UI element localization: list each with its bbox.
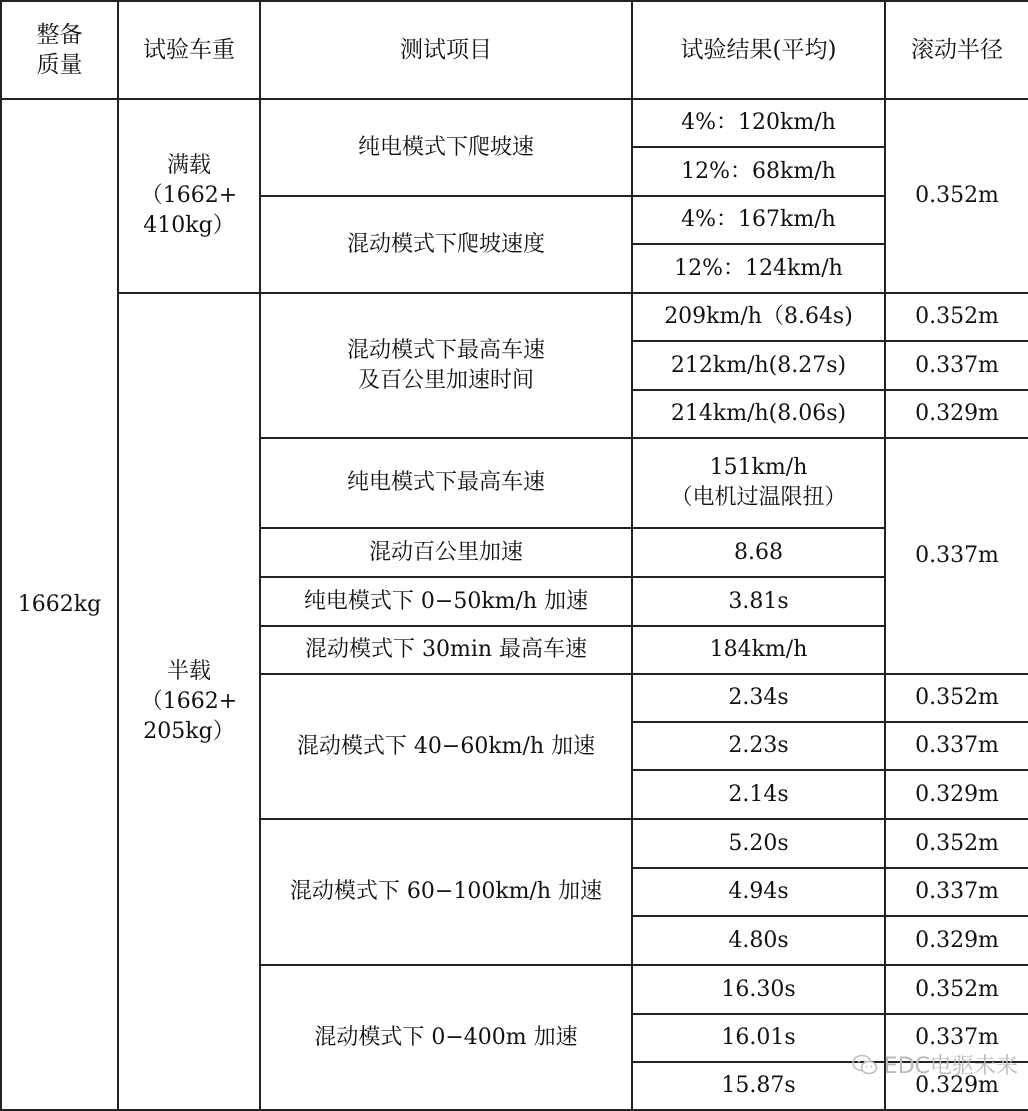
radius-cell: 0.337m	[885, 722, 1028, 770]
radius-cell: 0.337m	[885, 341, 1028, 390]
watermark	[852, 1049, 1018, 1080]
radius-cell: 0.352m	[885, 819, 1028, 868]
result-cell: 12%：124km/h	[632, 244, 885, 293]
header-test-item: 测试项目	[260, 1, 632, 99]
item-hybrid-climb: 混动模式下爬坡速度	[260, 196, 632, 293]
radius-cell: 0.337m	[885, 438, 1028, 674]
radius-cell: 0.329m	[885, 1062, 1028, 1110]
header-row	[1, 1, 1028, 99]
radius-cell: 0.352m	[885, 674, 1028, 722]
curb-weight-cell: 1662kg	[1, 99, 118, 1110]
result-cell: 209km/h（8.64s)	[632, 293, 885, 341]
table-row	[1, 293, 1028, 341]
result-cell: 212km/h(8.27s)	[632, 341, 885, 390]
result-cell: 4.94s	[632, 868, 885, 916]
result-cell: 5.20s	[632, 819, 885, 868]
item-hybrid-40-60: 混动模式下 40−60km/h 加速	[260, 674, 632, 819]
result-cell: 2.34s	[632, 674, 885, 722]
radius-cell: 0.329m	[885, 770, 1028, 819]
item-ev-0-50: 纯电模式下 0−50km/h 加速	[260, 577, 632, 626]
result-cell: 16.01s	[632, 1014, 885, 1062]
result-cell: 15.87s	[632, 1062, 885, 1110]
item-ev-top-speed: 纯电模式下最高车速	[260, 438, 632, 528]
radius-cell: 0.329m	[885, 916, 1028, 965]
result-cell: 4%：120km/h	[632, 99, 885, 147]
item-hybrid-top-speed: 混动模式下最高车速 及百公里加速时间	[260, 293, 632, 438]
header-result: 试验结果(平均)	[632, 1, 885, 99]
table-row	[1, 99, 1028, 147]
radius-cell: 0.329m	[885, 390, 1028, 438]
radius-cell: 0.337m	[885, 868, 1028, 916]
header-curb-weight: 整备 质量	[1, 1, 118, 99]
item-hybrid-0-100: 混动百公里加速	[260, 528, 632, 577]
result-cell: 4.80s	[632, 916, 885, 965]
result-cell: 12%：68km/h	[632, 147, 885, 196]
radius-cell: 0.352m	[885, 99, 1028, 293]
item-hybrid-60-100: 混动模式下 60−100km/h 加速	[260, 819, 632, 965]
item-ev-climb: 纯电模式下爬坡速	[260, 99, 632, 196]
radius-cell: 0.337m	[885, 1014, 1028, 1062]
item-hybrid-30min: 混动模式下 30min 最高车速	[260, 626, 632, 674]
result-cell: 2.14s	[632, 770, 885, 819]
result-cell: 214km/h(8.06s)	[632, 390, 885, 438]
full-load-cell: 满载 （1662+ 410kg）	[118, 99, 260, 293]
radius-cell: 0.352m	[885, 965, 1028, 1014]
header-rolling-radius: 滚动半径	[885, 1, 1028, 99]
item-hybrid-0-400m: 混动模式下 0−400m 加速	[260, 965, 632, 1110]
result-cell: 3.81s	[632, 577, 885, 626]
header-test-weight: 试验车重	[118, 1, 260, 99]
result-cell: 16.30s	[632, 965, 885, 1014]
radius-cell: 0.352m	[885, 293, 1028, 341]
watermark-text: EDC电驱未来	[883, 1054, 1018, 1079]
half-load-cell: 半载 （1662+ 205kg）	[118, 293, 260, 1110]
result-cell: 4%：167km/h	[632, 196, 885, 244]
result-cell: 8.68	[632, 528, 885, 577]
result-cell: 184km/h	[632, 626, 885, 674]
result-cell: 2.23s	[632, 722, 885, 770]
result-cell: 151km/h （电机过温限扭）	[632, 438, 885, 528]
wechat-icon	[852, 1054, 878, 1076]
